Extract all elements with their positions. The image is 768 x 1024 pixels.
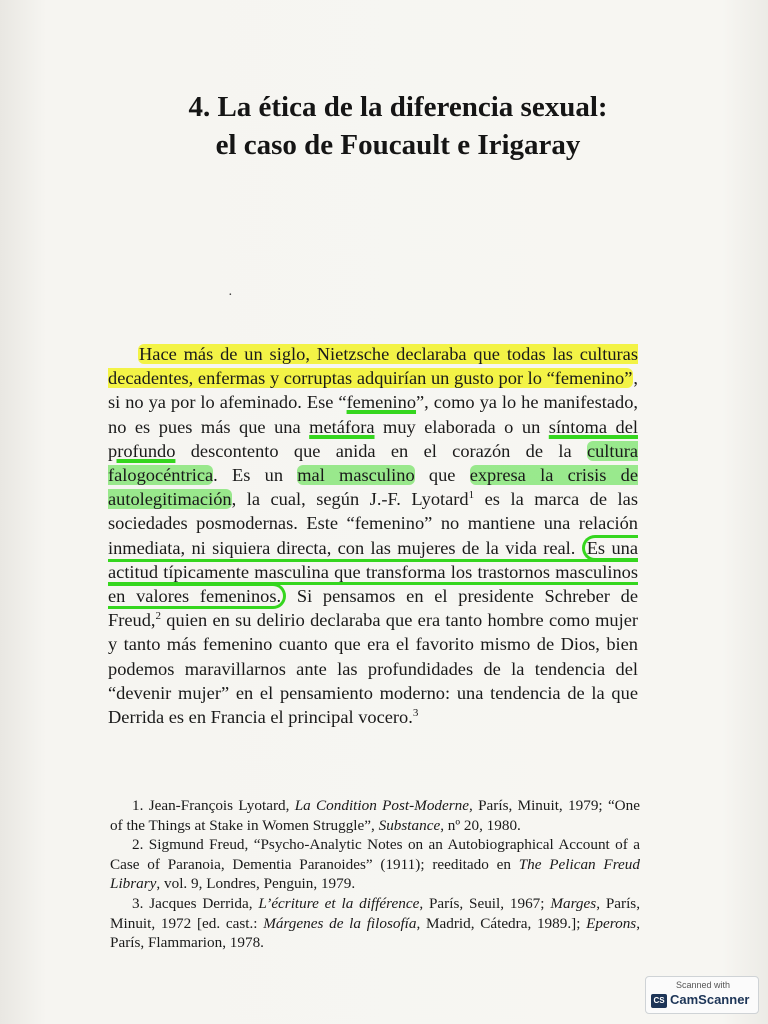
highlight-yellow-1: Hace más de un siglo, Nietzsche declaraba que todas las culturas decadentes, enfermas y corruptas adquirían un gusto por lo “femenino” [108,344,638,389]
watermark-brand: CamScanner [670,992,750,1007]
footnote-3 [110,894,640,953]
footnote-text: , París, Seuil, 1967; [419,894,551,912]
footnote-ref-2: 2 [155,610,162,623]
footnote-italic: Márgenes de la filosofía [263,914,417,932]
highlight-green-cultura: cultura falogocéntrica [108,440,638,486]
footnote-text: 2. Sigmund Freud, “Psycho-Analytic Notes on an Autobiographical Account of a Case of Paranoia, Dementia Paranoides” (1911); reeditado en [110,836,640,873]
highlight-green-actitud: Es una actitud típicamente masculina que transforma los trastornos masculinos en valores femeninos. [108,535,638,609]
text-run: es la marca de las sociedades posmodernas. Este “femenino” no mantiene una relación inmediata, ni siquiera directa, con las mujeres de la vida real. [108,489,638,558]
stray-mark: · [228,288,233,303]
footnote-text: , París, Minuit, 1979; “One of the Things at Stake in Women Struggle”, [110,797,640,834]
text-run: . Es un [213,465,298,486]
underline-metafora: metáfora [309,416,375,437]
text-run: que [414,465,470,486]
footnote-italic: Substance [378,816,441,834]
footnote-2 [110,835,640,894]
text-run: Si pensamos en el presidente Schreber de Freud, [108,586,638,631]
footnote-italic: Marges [550,894,597,912]
highlight-green-crisis: expresa la crisis de autolegitimación [108,465,638,510]
underline-sintoma: síntoma del profundo [108,416,638,461]
highlight-green-mal-masculino: mal masculino [297,465,415,486]
underline-femenino: femenino [346,392,417,413]
body-paragraph [108,342,638,729]
footnote-text: , nº 20, 1980. [440,816,521,834]
footnote-italic: La Condition Post-Moderne [294,797,469,814]
footnotes [110,796,640,953]
footnote-italic: Eperons [586,914,637,932]
footnote-ref-1: 1 [468,489,475,502]
footnote-1 [110,796,640,835]
footnote-text: 1. Jean-François Lyotard, [132,797,295,814]
camscanner-logo-icon: CS [651,994,667,1008]
footnote-text: , Madrid, Cátedra, 1989.]; [416,914,587,932]
text-run: descontento que anida en el corazón de la [175,440,587,461]
text-run: , si no ya por lo afeminado. Ese “ [108,368,638,413]
footnote-italic: L’écriture et la différence [258,894,420,912]
footnote-text: 3. Jacques Derrida, [132,894,259,912]
chapter-title-line-1: 4. La ética de la diferencia sexual: [188,91,608,123]
footnote-text: , París, Minuit, 1972 [ed. cast.: [110,894,641,932]
chapter-title-line-2: el caso de Foucault e Irigaray [215,129,581,161]
text-run: , la cual, según J.-F. Lyotard [231,489,469,510]
text-run: muy elaborada o un [374,416,549,437]
footnote-text: , vol. 9, Londres, Penguin, 1979. [156,875,356,893]
footnote-italic: The Pelican Freud Library [110,855,640,893]
text-run: ”, como ya lo he manifestado, no es pues más que una [108,392,638,437]
footnote-text: , París, Flammarion, 1978. [110,914,640,952]
camscanner-watermark [645,976,759,1014]
footnote-ref-3: 3 [412,706,419,719]
text-run: quien en su delirio declaraba que era tanto hombre como mujer y tanto más femenino cuanto que era el favorito mismo de Dios, bien podemos maravillarnos ante las profundidades de la tendencia del “devenir mujer” en el pensamiento moderno: una tendencia de la que Derrida es en Francia el principal vocero. [108,610,638,728]
watermark-caption: Scanned with [676,980,731,990]
chapter-title [118,88,678,164]
